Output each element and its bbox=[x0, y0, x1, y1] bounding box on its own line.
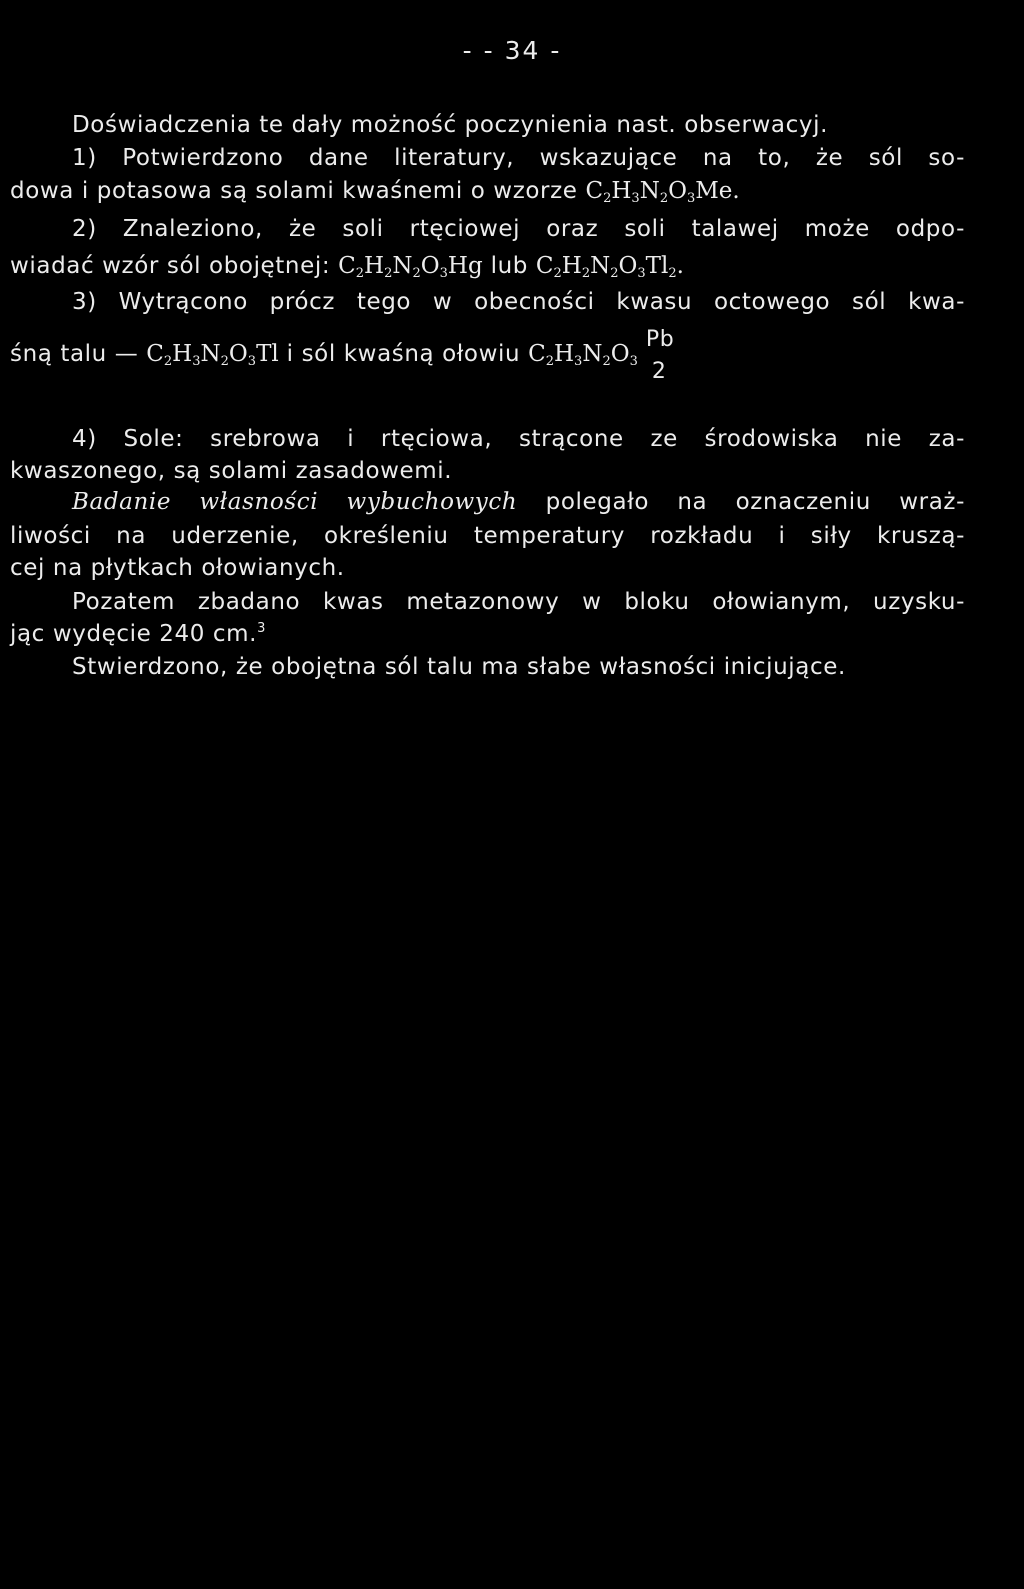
text-line: liwości na uderzenie, określeniu temperatury rozkładu i siły kruszą- bbox=[10, 523, 965, 549]
text-line bbox=[10, 487, 965, 517]
italic-phrase: Badanie własności wybuchowych bbox=[72, 489, 518, 515]
chemical-formula: $C_2H_3N_2O_3Me$. bbox=[585, 178, 740, 206]
chemical-formula: $C_2H_3N_2O_3Tl$ bbox=[146, 341, 279, 369]
text-line: kwaszonego, są solami zasadowemi. bbox=[10, 458, 453, 484]
chemical-formula: $C_2H_2N_2O_3Tl_2$. bbox=[535, 253, 684, 281]
text-line: 1) Potwierdzono dane literatury, wskazujące na to, że sól so- bbox=[72, 145, 965, 171]
text-line: Pozatem zbadano kwas metazonowy w bloku ołowianym, uzysku- bbox=[72, 589, 965, 615]
text-line bbox=[10, 619, 965, 649]
text-span: wiadać wzór sól obojętnej: bbox=[10, 253, 339, 279]
text-span: lub bbox=[482, 253, 536, 279]
text-line bbox=[10, 251, 965, 281]
text-line: Stwierdzono, że obojętna sól talu ma słabe własności inicjujące. bbox=[72, 654, 846, 680]
superscript: 3 bbox=[257, 621, 266, 636]
text-line: 4) Sole: srebrowa i rtęciowa, strącone ze środowiska nie za- bbox=[72, 426, 965, 452]
page-number: - - 34 - bbox=[462, 36, 562, 65]
text-line bbox=[10, 327, 965, 384]
chemical-formula: $C_2H_2N_2O_3Hg$ bbox=[338, 253, 483, 281]
text-span: dowa i potasowa są solami kwaśnemi o wzorze bbox=[10, 178, 586, 204]
text-line: 2) Znaleziono, że soli rtęciowej oraz soli talawej może odpo- bbox=[72, 216, 965, 242]
fraction-denominator: 2 bbox=[651, 359, 667, 384]
fraction-numerator: Pb bbox=[645, 327, 675, 352]
text-line: cej na płytkach ołowianych. bbox=[10, 555, 345, 581]
text-line: 3) Wytrącono prócz tego w obecności kwasu octowego sól kwa- bbox=[72, 289, 965, 315]
lead-fraction bbox=[638, 327, 688, 384]
text-span: i sól kwaśną ołowiu bbox=[278, 341, 529, 367]
text-span: śną talu — bbox=[10, 341, 147, 367]
text-line bbox=[10, 176, 965, 206]
text-line: Doświadczenia te dały możność poczynienia nast. obserwacyj. bbox=[72, 112, 828, 138]
chemical-formula: $C_2H_3N_2O_3$ bbox=[528, 341, 638, 369]
text-span: polegało na oznaczeniu wraż- bbox=[517, 489, 965, 515]
text-span: jąc wydęcie 240 cm. bbox=[10, 621, 258, 647]
